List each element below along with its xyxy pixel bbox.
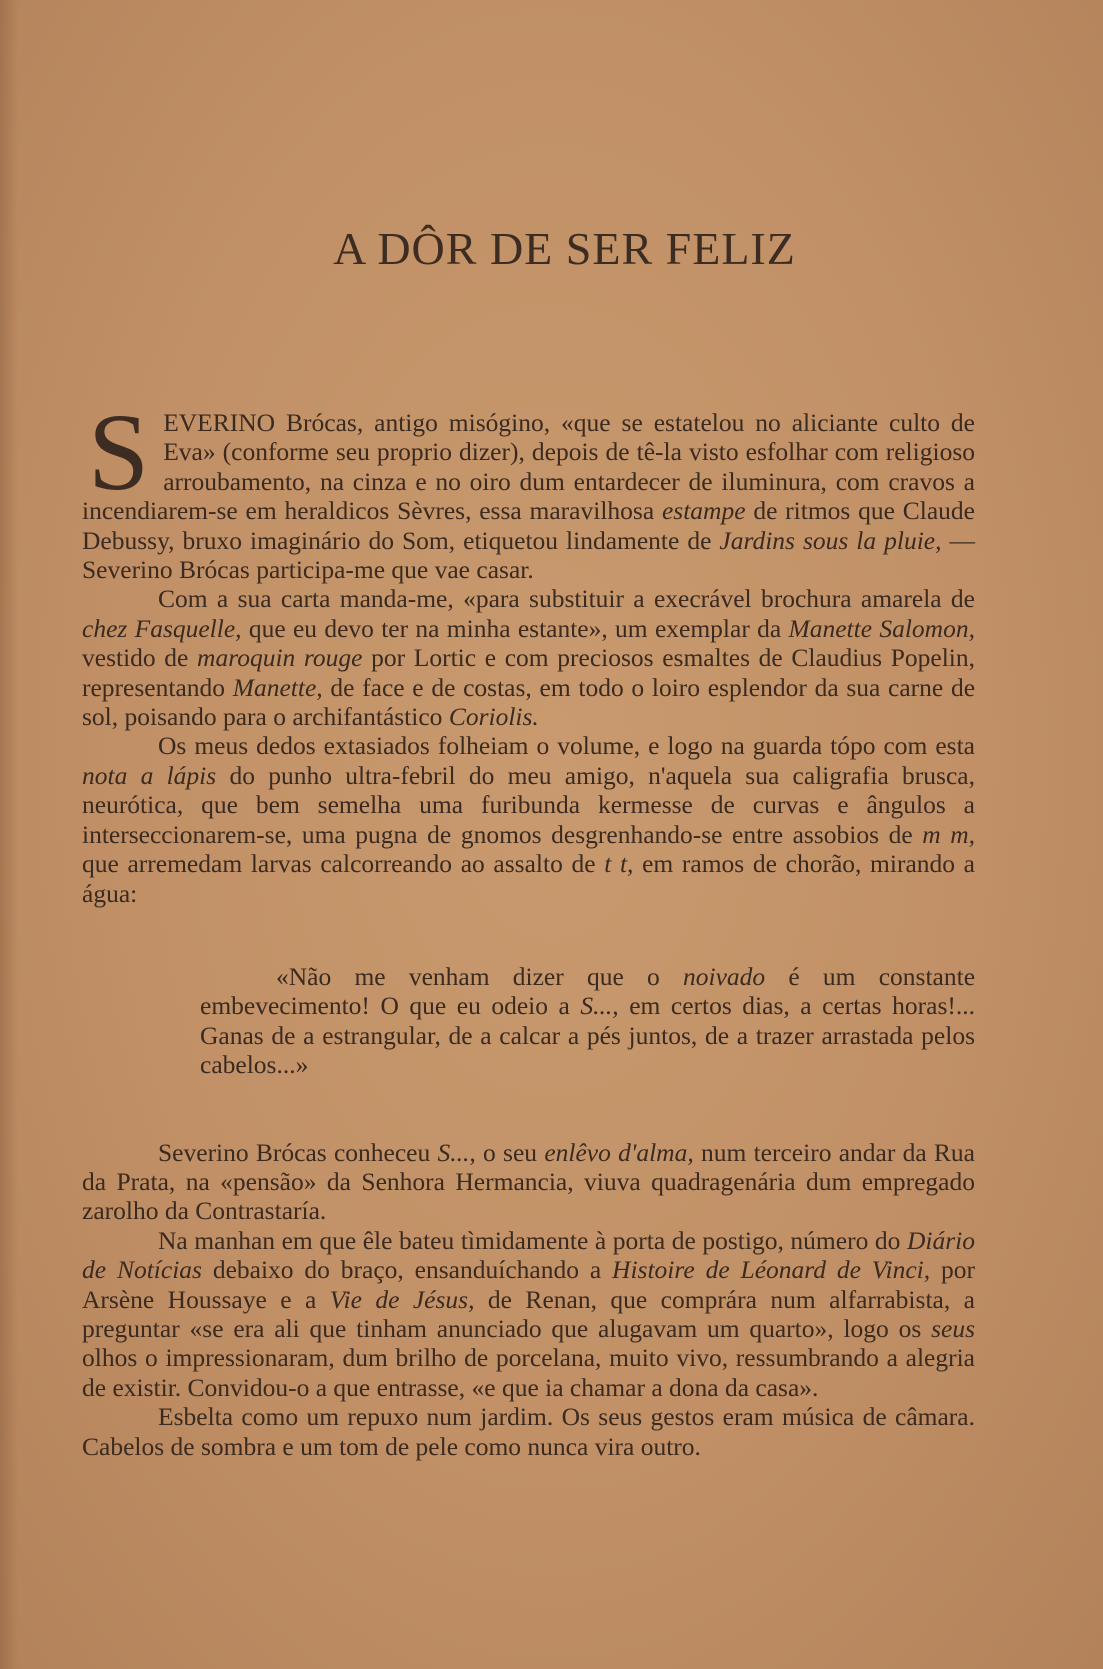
paragraph-5 [82,1226,975,1402]
italic-run: noivado [682,961,766,991]
quote-paragraph [200,962,975,1080]
text-run: — Severino Brócas participa-me que vae casar. [82,525,976,585]
italic-run: Manette Salomon, [788,613,975,643]
italic-run: estampe [661,496,746,526]
italic-run: m m, [922,819,975,849]
italic-run: Manette, [232,672,323,702]
chapter-body [82,391,976,1461]
text-run: vestido de [82,643,198,673]
text-run: do punho ultra-febril do meu amigo, n'aquela sua caligrafia brusca, neurótica, que bem semelha uma furibunda kermesse de curvas e ângulos a interseccionarem-se, uma pugna de gnomos desgrenhando-se entre assobios de [82,760,975,849]
paragraph-2 [82,584,975,731]
italic-run: maroquin rouge [197,643,363,673]
text-run: que eu devo ter na minha estante», um exemplar da [241,613,789,643]
text-run: em certos dias, a certas horas!... Ganas de a estrangular, de a calcar a pés juntos, de a trazer arrastada pelos cabelos...» [200,991,975,1080]
text-run: de ritmos que Claude Debussy, bruxo imaginário do Som, etiquetou lindamente de [82,496,975,555]
italic-run: Vie de Jésus, [329,1284,475,1314]
text-run: olhos o impressionaram, dum brilho de porcelana, muito vivo, ressumbrando a alegria de existir. Convidou-o a que entrasse, «e que ia chamar a dona da casa». [82,1343,975,1402]
paragraph-4 [82,1138,975,1226]
text-run: em ramos de chorão, mirando a água: [82,849,976,908]
italic-run: Diário de Notícias [82,1225,975,1285]
text-run: debaixo do braço, ensanduíchando a [201,1255,613,1285]
italic-run: seus [931,1313,975,1343]
text-run: Os meus dedos extasiados folheiam o volume, e logo na guarda tópo com esta [158,731,975,761]
text-run: «Não me venham dizer que o [276,961,683,991]
italic-run: S..., [580,991,619,1021]
text-run: é um constante embevecimento! O que eu odeio a [200,961,976,1021]
text-run: por Lortic e com preciosos esmaltes de Claudius Popelin, representando [82,643,976,702]
text-run: que arremedam larvas calcorreando ao assalto de [82,849,605,879]
italic-run: enlêvo d'alma, [544,1137,694,1167]
lead-word: EVERINO [163,408,276,437]
italic-run: S..., [437,1137,476,1167]
text-run: de Renan, que comprára num alfarrabista, a preguntar «se era ali que tinham anunciado que alugavam um quarto», logo os [82,1284,975,1343]
text-run: num terceiro andar da Rua da Prata, na «pensão» da Senhora Hermancia, viuva quadragenária dum empregado zarolho da Contrastaría. [82,1137,976,1226]
text-run: Com a sua carta manda-me, «para substituir a execrável brochura amarela de [158,584,975,614]
text-run: o seu [475,1137,545,1167]
text-run: por Arsène Houssaye e a [82,1255,975,1314]
italic-run: t t, [604,849,634,879]
paragraph-1 [82,391,976,585]
paragraph-6 [82,1402,975,1461]
text-run: Brócas, antigo misógino, «que se estatelou no aliciante culto de Eva» (conforme seu proprio dizer), depois de tê-la visto esfolhar com religioso arroubamento, na cinza e no oiro dum entardecer de iluminura, com cravos a incendiarem-se em heraldicos Sèvres, essa maravilhosa [82,408,975,526]
text-run: de face e de costas, em todo o loiro esplendor da sua carne de sol, poisando para o archifantástico [82,672,976,732]
text-run: Severino Brócas conheceu [158,1137,438,1167]
text-run: Na manhan em que êle bateu tìmidamente à porta de postigo, número do [158,1225,907,1255]
text-run: Esbelta como um repuxo num jardim. Os seus gestos eram música de câmara. Cabelos de sombra e um tom de pele como nunca vira outro. [82,1402,975,1461]
italic-run: Coriolis. [448,702,539,732]
italic-run: Jardins sous la pluie, [719,525,942,555]
italic-run: chez Fasquelle, [82,613,242,643]
chapter-title: A DÔR DE SER FELIZ [333,223,796,274]
handwritten-note-quote [200,962,975,1080]
italic-run: Histoire de Léonard de Vinci, [612,1255,931,1285]
paragraph-3 [82,731,975,907]
drop-cap: S [88,391,150,513]
italic-run: nota a lápis [82,760,217,790]
